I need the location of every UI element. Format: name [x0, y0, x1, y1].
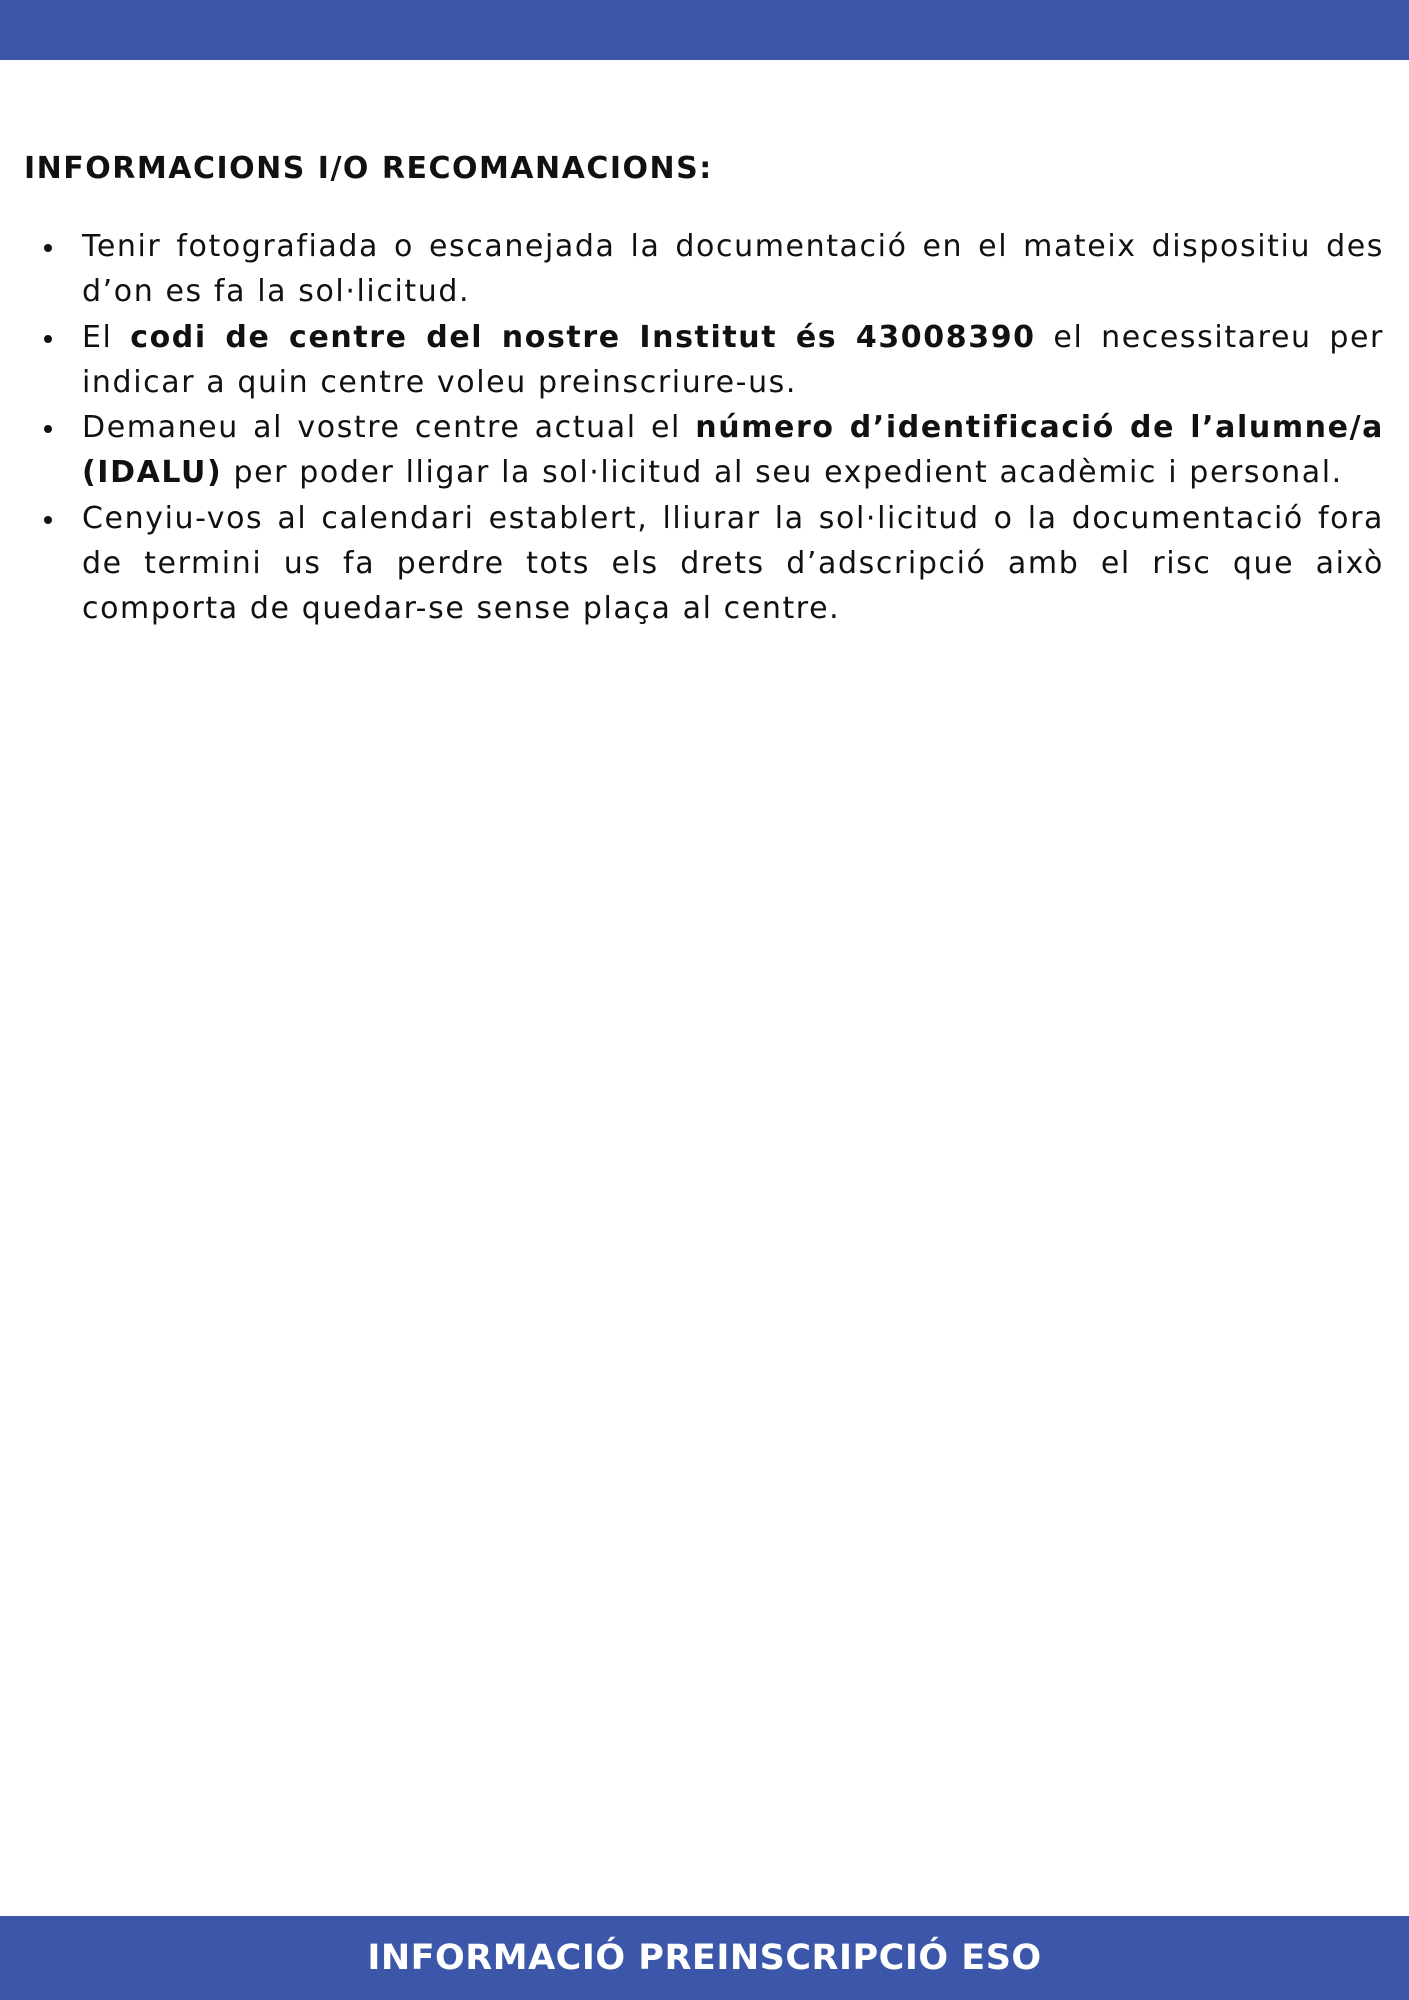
item-text-before: Demaneu al vostre centre actual el: [82, 410, 696, 446]
footer-title: INFORMACIÓ PREINSCRIPCIÓ ESO: [367, 1938, 1042, 1978]
header-band: [0, 0, 1409, 60]
section-heading: INFORMACIONS I/O RECOMANACIONS:: [24, 151, 713, 186]
bullet-icon: [44, 516, 52, 524]
item-text: Tenir fotografiada o escanejada la documentació en el mateix dispositiu des d’on es fa la sol·licitud.: [82, 229, 1384, 310]
bullet-icon: [44, 244, 52, 252]
bullet-icon: [44, 335, 52, 343]
item-text: Cenyiu-vos al calendari establert, lliurar la sol·licitud o la documentació fora de termini us fa perdre tots els drets d’adscripció amb el risc que això comporta de quedar-se sense plaça al centre.: [82, 500, 1384, 627]
list-item: [24, 315, 1384, 406]
bullet-icon: [44, 425, 52, 433]
item-text-before: El: [82, 319, 131, 355]
item-text-after: per poder lligar la sol·licitud al seu expedient acadèmic i personal.: [222, 455, 1343, 491]
recommendations-section: [24, 150, 1384, 632]
recommendations-list: [24, 224, 1384, 632]
list-item: [24, 405, 1384, 496]
list-item: [24, 224, 1384, 315]
footer-band: [0, 1916, 1409, 2000]
list-item: [24, 496, 1384, 632]
idalu-highlight: número d’identificació de l’alumne/a (IDALU): [82, 410, 1384, 491]
school-code-highlight: codi de centre del nostre Institut és 43008390: [130, 319, 1036, 355]
item-text-after: el necessitareu per indicar a quin centre voleu preinscriure-us.: [82, 319, 1384, 400]
